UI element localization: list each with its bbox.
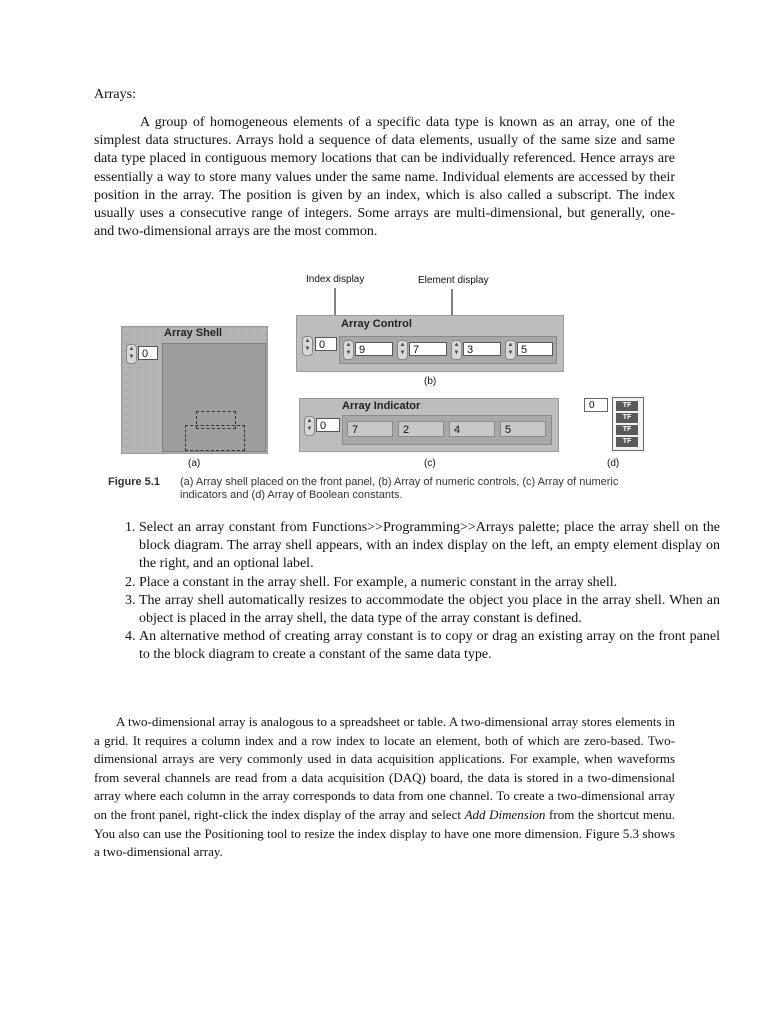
dashed-outline-bottom bbox=[185, 425, 245, 451]
list-item: 3. The array shell automatically resizes to accommodate the object you place in the array shell. When an object is placed in the array shell, the data type of the array constant is defined. bbox=[139, 592, 720, 628]
array-control-panel bbox=[296, 315, 564, 372]
label-a: (a) bbox=[188, 458, 201, 469]
control-elem-4-increment-icon[interactable]: ▲ ▼ bbox=[505, 340, 516, 360]
para2-text-after: from the shortcut menu. You also can use the Positioning tool to resize the index display to have one more dimension. Figure 5.3 shows a two-dimensional array. bbox=[94, 806, 675, 860]
index-increment-icon[interactable]: ▲ ▼ bbox=[126, 344, 137, 364]
control-elem-2-increment-icon[interactable]: ▲ ▼ bbox=[397, 340, 408, 360]
array-indicator-panel bbox=[299, 398, 559, 452]
indicator-index-increment-icon[interactable]: ▲ ▼ bbox=[304, 416, 315, 436]
boolean-element-2[interactable]: TF bbox=[616, 413, 638, 423]
control-elem-1-increment-icon[interactable]: ▲ ▼ bbox=[343, 340, 354, 360]
label-c: (c) bbox=[424, 458, 436, 469]
list-item: 1. Select an array constant from Functions>>Programming>>Arrays palette; place the array shell on the block diagram. The array shell appears, with an index display on the left, an empty element display on the right, and an optional label. bbox=[139, 519, 720, 574]
indicator-element-3: 4 bbox=[449, 421, 495, 437]
array-shell-panel bbox=[121, 326, 268, 454]
control-element-display bbox=[339, 336, 557, 364]
control-element-3[interactable]: 3 bbox=[463, 342, 501, 356]
boolean-element-1[interactable]: TF bbox=[616, 401, 638, 411]
para2-emphasis: Add Dimension bbox=[464, 806, 546, 822]
figure-number: Figure 5.1 bbox=[108, 476, 160, 488]
boolean-index-display[interactable]: 0 bbox=[584, 398, 608, 412]
control-element-1[interactable]: 9 bbox=[355, 342, 393, 356]
intro-paragraph: A group of homogeneous elements of a specific data type is known as an array, one of the simplest data structures. Arrays hold a sequence of data elements, usually of the same size and same data type placed in contiguous memory locations that can be individually referenced. Hence arrays are essentially a way to store many values under the same name. Individual elements are accessed by their position in the array. The position is given by an index, which is also called a subscript. The index usually uses a consecutive range of integers. Some arrays are multi-dimensional, but generally, one- and two-dimensional arrays are the most common. bbox=[94, 115, 675, 240]
para2-text-before: A two-dimensional array is analogous to a spreadsheet or table. A two-dimensional array stores elements in a grid. It requires a column index and a row index to locate an element, both of which are zero-based. Two-dimensional arrays are very commonly used in data acquisition applications. For example, when waveforms from several channels are read from a data acquisition (DAQ) board, the data is stored in a two-dimensional array where each column in the array corresponds to data from one channel. To create a two-dimensional array on the front panel, right-click the index display of the array and select bbox=[94, 714, 675, 822]
callout-element-display: Element display bbox=[418, 275, 489, 286]
list-item: 4. An alternative method of creating array constant is to copy or drag an existing array on the front panel to the block diagram to create a constant of the same data type. bbox=[139, 628, 720, 664]
shell-index-display[interactable]: 0 bbox=[138, 346, 158, 360]
steps-list bbox=[94, 519, 720, 665]
boolean-element-3[interactable]: TF bbox=[616, 425, 638, 435]
indicator-element-4: 5 bbox=[500, 421, 546, 437]
indicator-element-display bbox=[342, 415, 552, 445]
control-elem-3-increment-icon[interactable]: ▲ ▼ bbox=[451, 340, 462, 360]
control-index-display[interactable]: 0 bbox=[315, 337, 337, 351]
indicator-index-display[interactable]: 0 bbox=[316, 418, 340, 432]
list-item: 2. Place a constant in the array shell. For example, a numeric constant in the array shell. bbox=[139, 574, 720, 592]
boolean-array-constant bbox=[584, 397, 642, 449]
section-heading: Arrays: bbox=[94, 87, 136, 102]
callout-index-display: Index display bbox=[306, 274, 365, 285]
figure-caption bbox=[108, 476, 668, 502]
indicator-element-2: 2 bbox=[398, 421, 444, 437]
boolean-element-4[interactable]: TF bbox=[616, 437, 638, 447]
control-index-increment-icon[interactable]: ▲ ▼ bbox=[302, 336, 313, 356]
array-indicator-title: Array Indicator bbox=[342, 400, 421, 412]
array-control-title: Array Control bbox=[341, 318, 412, 330]
boolean-element-column bbox=[612, 397, 644, 451]
label-b: (b) bbox=[424, 376, 437, 387]
control-element-2[interactable]: 7 bbox=[409, 342, 447, 356]
indicator-element-1: 7 bbox=[347, 421, 393, 437]
two-dimensional-paragraph bbox=[94, 713, 675, 862]
control-element-4[interactable]: 5 bbox=[517, 342, 553, 356]
array-shell-title: Array Shell bbox=[164, 327, 223, 339]
figure-caption-text: (a) Array shell placed on the front panel, (b) Array of numeric controls, (c) Array of numeric indicators and (d) Array of Boolean constants. bbox=[180, 476, 619, 501]
label-d: (d) bbox=[607, 458, 620, 469]
